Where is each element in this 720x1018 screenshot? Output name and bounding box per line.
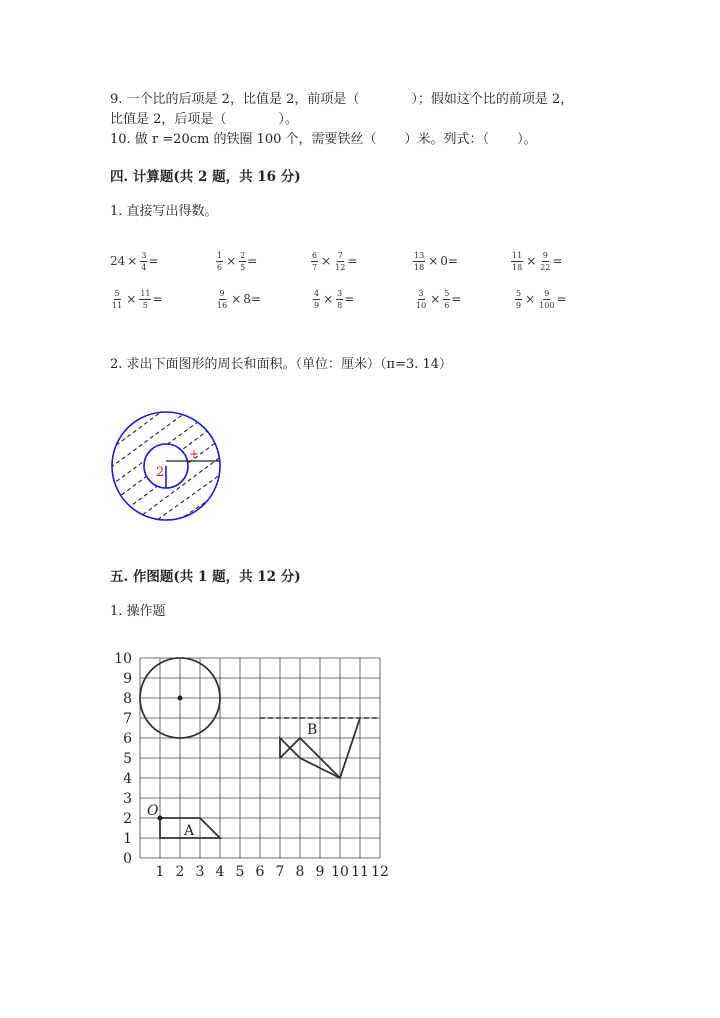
shape-b-label: B (307, 722, 318, 738)
x-tick-label: 4 (215, 864, 225, 880)
calc-expression: $\frac{4}{9}$ × $\frac{3}{8}$ = (314, 288, 355, 310)
calc-expression: $\frac{9}{16}$ × 8 = (217, 288, 261, 310)
x-tick-label: 7 (275, 864, 285, 880)
y-tick-label: 7 (123, 711, 132, 727)
question-10: 10. 做 r =20cm 的铁圈 100 个，需要铁丝（ ）米。列式：（ ）。 (110, 132, 537, 147)
calc-row-1 (0, 246, 720, 276)
question-9-line-2: 比值是 2，后项是（ ）。 (110, 112, 298, 127)
x-tick-label: 9 (315, 864, 325, 880)
x-tick-label: 3 (195, 864, 205, 880)
fraction: $\frac{4}{9}$ (314, 288, 320, 310)
y-tick-label: 1 (123, 831, 132, 847)
section-5-heading: 五. 作图题(共 1 题，共 12 分) (110, 569, 301, 585)
drawing-question-1-label: 1. 操作题 (110, 604, 166, 619)
x-tick-label: 2 (175, 864, 185, 880)
y-tick-label: 6 (123, 731, 132, 747)
y-tick-label: 0 (123, 851, 132, 867)
x-tick-label: 1 (155, 864, 165, 880)
calc-row-2 (0, 284, 720, 314)
x-tick-label: 5 (235, 864, 245, 880)
calc-expression: $\frac{5}{11}$ × $\frac{11}{5}$ = (112, 288, 163, 310)
calc-expression: $\frac{13}{18}$ × 0 = (414, 250, 458, 272)
calc-question-1-label: 1. 直接写出得数。 (110, 204, 218, 219)
y-tick-label: 5 (123, 751, 132, 767)
calc-expression: $\frac{1}{6}$ × $\frac{2}{5}$ = (217, 250, 258, 272)
fraction: $\frac{7}{12}$ (335, 250, 346, 272)
x-tick-label: 8 (295, 864, 305, 880)
x-tick-label: 6 (255, 864, 265, 880)
x-tick-label: 10 (331, 864, 349, 880)
coordinate-grid-figure (108, 648, 398, 880)
y-tick-label: 10 (114, 651, 132, 667)
x-tick-label: 12 (371, 864, 389, 880)
section-4-heading: 四. 计算题(共 2 题，共 16 分) (110, 169, 301, 185)
fraction: $\frac{9}{16}$ (217, 288, 228, 310)
calc-question-2-label: 2. 求出下面图形的周长和面积。（单位：厘米）（π=3. 14） (110, 357, 453, 372)
point-o-label: O (147, 803, 159, 819)
y-tick-label: 3 (123, 791, 132, 807)
fraction: $\frac{5}{6}$ (444, 288, 450, 310)
calc-expression: $\frac{6}{7}$ × $\frac{7}{12}$ = (312, 250, 358, 272)
grid-lines (140, 658, 380, 858)
inner-radius-label: 2 (156, 465, 165, 480)
shape-a-label: A (184, 823, 195, 839)
y-axis-labels (114, 651, 132, 867)
hatch-lines (108, 408, 230, 524)
y-tick-label: 2 (123, 811, 132, 827)
y-tick-label: 8 (123, 691, 132, 707)
calc-expression: $\frac{11}{18}$ × $\frac{9}{22}$ = (512, 250, 563, 272)
fraction: $\frac{5}{11}$ (112, 288, 123, 310)
question-9-line-1: 9. 一个比的后项是 2，比值是 2，前项是（ ）；假如这个比的前项是 2， (110, 92, 574, 107)
fraction: $\frac{3}{8}$ (337, 288, 343, 310)
fraction: $\frac{9}{22}$ (540, 250, 551, 272)
circle-center-dot (178, 696, 183, 701)
fraction: $\frac{5}{9}$ (516, 288, 522, 310)
fraction: $\frac{3}{4}$ (141, 250, 147, 272)
y-tick-label: 4 (123, 771, 132, 787)
radius-mark: + (188, 447, 200, 461)
fraction: $\frac{11}{18}$ (512, 250, 523, 272)
fraction: $\frac{3}{10}$ (416, 288, 427, 310)
fraction: $\frac{1}{6}$ (217, 250, 223, 272)
fraction: $\frac{13}{18}$ (414, 250, 425, 272)
calc-expression: $\frac{3}{10}$ × $\frac{5}{6}$ = (416, 288, 462, 310)
x-axis-labels (156, 864, 389, 880)
y-tick-label: 9 (123, 671, 132, 687)
x-tick-label: 11 (351, 864, 369, 880)
fraction: $\frac{6}{7}$ (312, 250, 318, 272)
calc-expression: $\frac{5}{9}$ × $\frac{9}{100}$ = (516, 288, 567, 310)
shaded-ring-figure (108, 408, 230, 524)
fraction: $\frac{9}{100}$ (539, 288, 555, 310)
fraction: $\frac{2}{5}$ (240, 250, 246, 272)
calc-expression: 24 × $\frac{3}{4}$ = (110, 250, 159, 272)
fraction: $\frac{11}{5}$ (140, 288, 151, 310)
